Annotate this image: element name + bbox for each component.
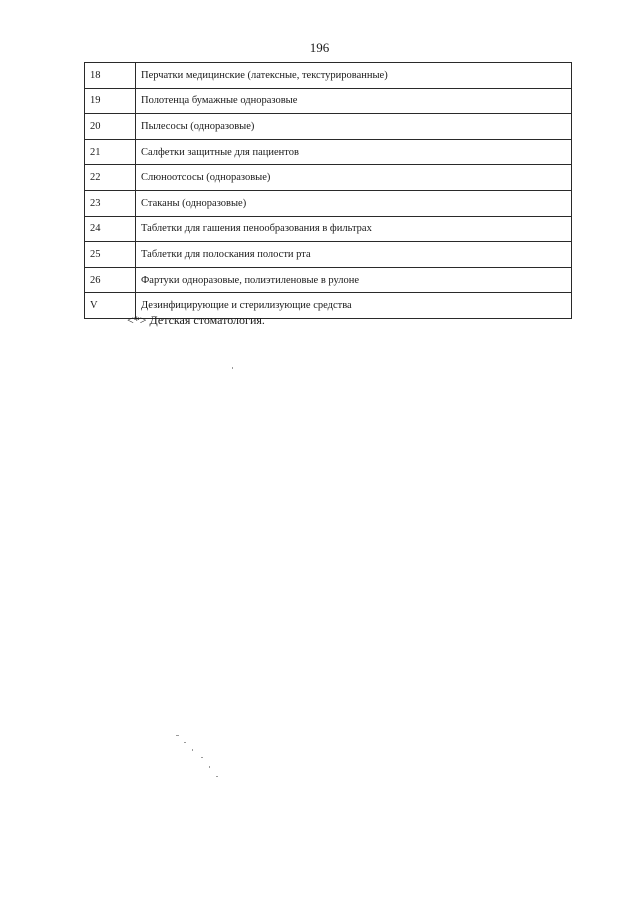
row-number: V [85, 293, 136, 319]
table-row [85, 114, 572, 140]
row-text: Фартуки одноразовые, полиэтиленовые в рулоне [136, 267, 572, 293]
scan-speck [201, 757, 203, 758]
row-number: 24 [85, 216, 136, 242]
table-row [85, 242, 572, 268]
supplies-table [84, 62, 572, 319]
table-row [85, 165, 572, 191]
table-row [85, 88, 572, 114]
row-number: 21 [85, 139, 136, 165]
row-text: Таблетки для полоскания полости рта [136, 242, 572, 268]
table-row [85, 63, 572, 89]
row-number: 25 [85, 242, 136, 268]
row-text: Пылесосы (одноразовые) [136, 114, 572, 140]
scan-speck [232, 367, 233, 369]
scan-speck [184, 742, 186, 743]
row-number: 23 [85, 190, 136, 216]
row-text: Таблетки для гашения пенообразования в фильтрах [136, 216, 572, 242]
row-text: Дезинфицирующие и стерилизующие средства [136, 293, 572, 319]
footnote: <*> Детская стоматология. [127, 313, 265, 327]
row-number: 18 [85, 63, 136, 89]
table-row [85, 216, 572, 242]
page-number: 196 [309, 40, 330, 55]
row-number: 26 [85, 267, 136, 293]
row-text: Слюноотсосы (одноразовые) [136, 165, 572, 191]
row-text: Перчатки медицинские (латексные, текстурированные) [136, 63, 572, 89]
row-number: 20 [85, 114, 136, 140]
scan-speck [192, 749, 193, 751]
table-row [85, 267, 572, 293]
scan-speck [209, 766, 210, 768]
scan-speck [176, 735, 179, 736]
row-text: Салфетки защитные для пациентов [136, 139, 572, 165]
table-row [85, 139, 572, 165]
table-row [85, 190, 572, 216]
row-number: 22 [85, 165, 136, 191]
row-text: Стаканы (одноразовые) [136, 190, 572, 216]
row-number: 19 [85, 88, 136, 114]
row-text: Полотенца бумажные одноразовые [136, 88, 572, 114]
scan-speck [216, 776, 218, 777]
